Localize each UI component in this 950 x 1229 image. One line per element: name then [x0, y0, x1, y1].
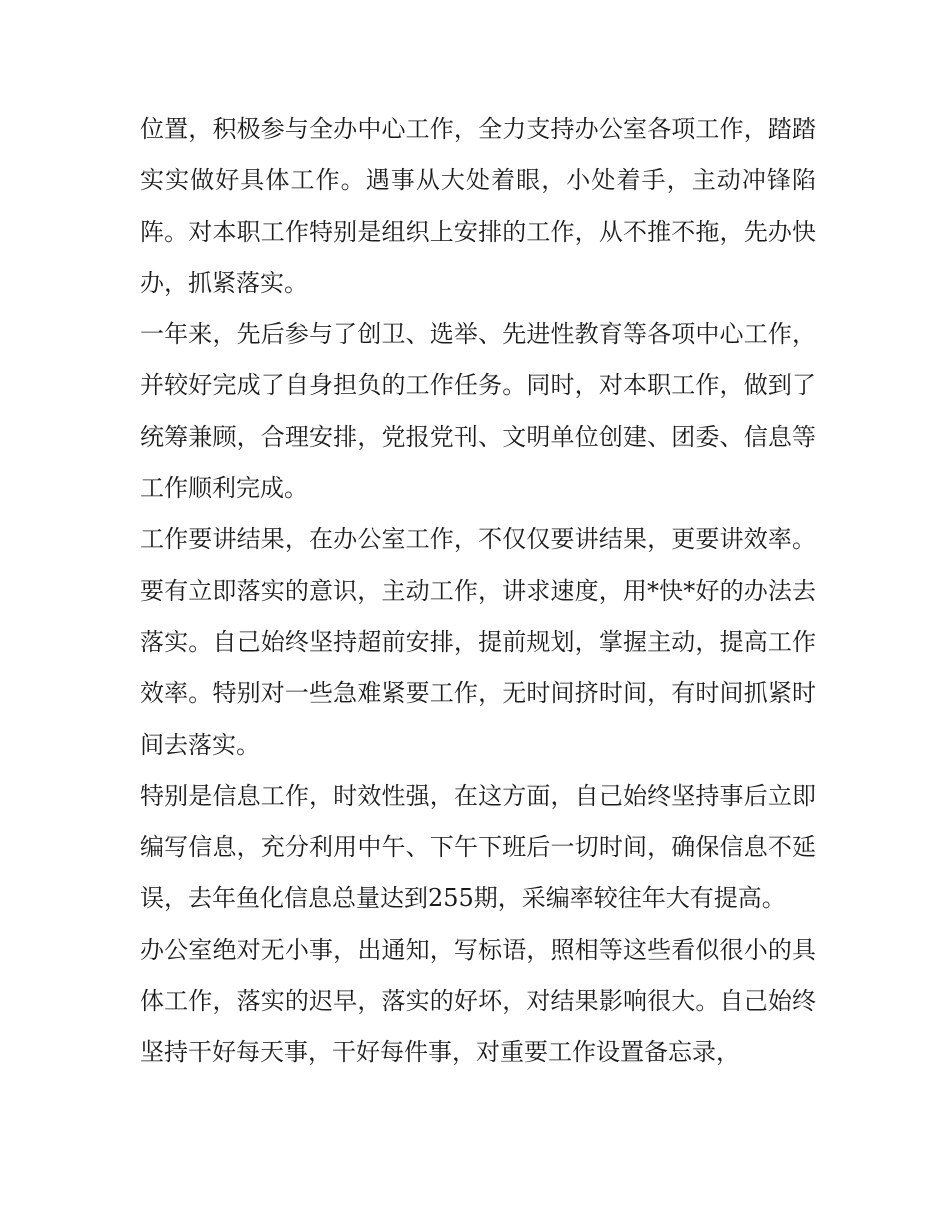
paragraph-4: 特别是信息工作，时效性强，在这方面，自己始终坚持事后立即编写信息，充分利用中午、下午下班后一切时间，确保信息不延误，去年鱼化信息总量达到255期，采编率较往年大有提高。: [140, 781, 816, 913]
paragraph-3: 工作要讲结果，在办公室工作，不仅仅要讲结果，更要讲效率。要有立即落实的意识，主动工作，讲求速度，用*快*好的办法去落实。自己始终坚持超前安排，提前规划，掌握主动，提高工作效率。特别对一些急难紧要工作，无时间挤时间，有时间抓紧时间去落实。: [140, 525, 816, 759]
document-body: [140, 104, 816, 1079]
paragraph-5: 办公室绝对无小事，出通知，写标语，照相等这些看似很小的具体工作，落实的迟早，落实的好坏，对结果影响很大。自己始终坚持干好每天事，干好每件事，对重要工作设置备忘录，: [140, 935, 816, 1067]
paragraph-2: 一年来，先后参与了创卫、选举、先进性教育等各项中心工作，并较好完成了自身担负的工作任务。同时，对本职工作，做到了统筹兼顾，合理安排，党报党刊、文明单位创建、团委、信息等工作顺利完成。: [140, 320, 816, 503]
paragraph-1: 位置，积极参与全办中心工作，全力支持办公室各项工作，踏踏实实做好具体工作。遇事从大处着眼，小处着手，主动冲锋陷阵。对本职工作特别是组织上安排的工作，从不推不拖，先办快办，抓紧落实。: [140, 115, 816, 297]
